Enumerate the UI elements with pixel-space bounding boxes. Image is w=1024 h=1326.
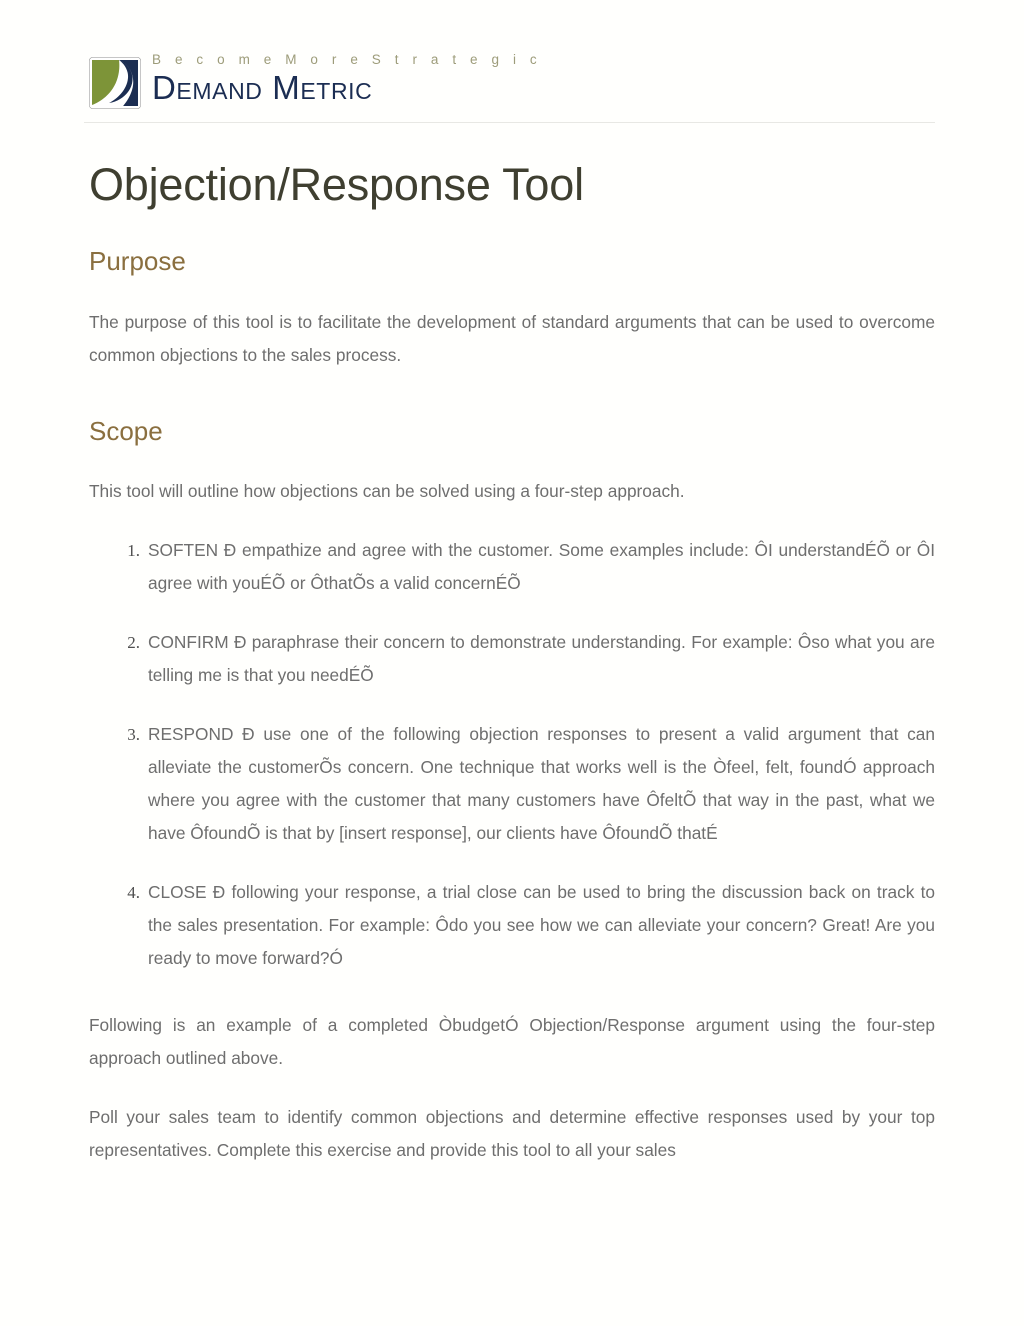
purpose-paragraph: The purpose of this tool is to facilitate the development of standard arguments that can be used to overcome common objections to the sales process. xyxy=(89,311,935,365)
closing-paragraphs xyxy=(89,1009,935,1167)
section-heading-purpose: Purpose xyxy=(89,246,186,277)
scope-intro-paragraph: This tool will outline how objections can be solved using a four-step approach. xyxy=(89,480,685,501)
page-title: Objection/Response Tool xyxy=(89,159,584,210)
list-item-text: CLOSE Ð following your response, a trial close can be used to bring the discussion back on track to the sales presentation. For example: Ôdo you see how we can alleviate your concern? Great! Are you ready to move forward?Ó xyxy=(148,881,935,968)
brand-wordmark: Demand Metric xyxy=(152,68,373,106)
list-item-number: 3. xyxy=(127,724,140,744)
brand-tagline: B e c o m e M o r e S t r a t e g i c xyxy=(152,52,542,67)
logo-lockup xyxy=(89,52,935,109)
list-item-number: 4. xyxy=(127,882,140,902)
list-item-text: SOFTEN Ð empathize and agree with the customer. Some examples include: ÔI understandÉÕ or ÔI agree with youÉÕ or ÔthatÕs a valid concernÉÕ xyxy=(148,539,935,593)
closing-paragraph-1: Following is an example of a completed ÒbudgetÓ Objection/Response argument using the four-step approach outlined above. xyxy=(89,1014,935,1068)
section-heading-scope: Scope xyxy=(89,415,163,446)
list-item-text: CONFIRM Ð paraphrase their concern to demonstrate understanding. For example: Ôso what you are telling me is that you needÉÕ xyxy=(148,631,935,685)
four-step-list xyxy=(89,534,935,975)
list-item xyxy=(89,626,935,692)
brand-header xyxy=(89,52,935,124)
list-item xyxy=(89,876,935,975)
list-item-number: 2. xyxy=(127,632,140,652)
document-body xyxy=(89,160,935,1193)
header-divider xyxy=(84,122,935,123)
closing-paragraph-2: Poll your sales team to identify common objections and determine effective responses used by your top representatives. Complete this exercise and provide this tool to all your sales xyxy=(89,1106,935,1160)
list-item xyxy=(89,534,935,600)
list-item xyxy=(89,718,935,850)
logo-text-block xyxy=(152,52,542,105)
demand-metric-logo-icon xyxy=(89,57,141,109)
list-item-number: 1. xyxy=(127,540,140,560)
list-item-text: RESPOND Ð use one of the following objection responses to present a valid argument that can alleviate the customerÕs concern. One technique that works well is the Òfeel, felt, foundÓ approach where you agree with the customer that many customers have ÔfeltÕ that way in the past, what we have ÔfoundÕ is that by [insert response], our clients have ÔfoundÕ thatÉ xyxy=(148,723,935,843)
